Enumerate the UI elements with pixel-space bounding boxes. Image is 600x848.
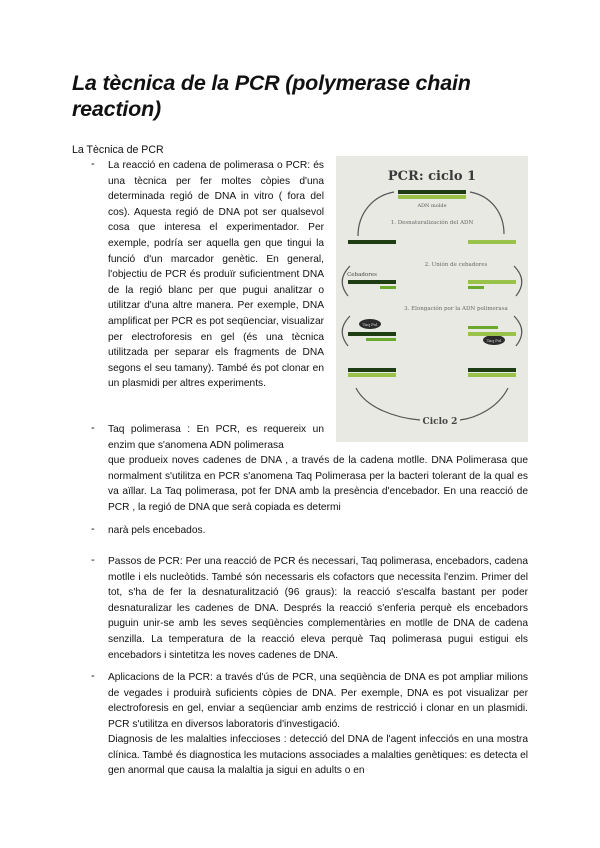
label-cebadores: Cebadores <box>347 272 377 278</box>
page-title: La tècnica de la PCR (polymerase chain reaction) <box>72 71 471 121</box>
label-step1: 1. Desnaturalización del ADN <box>390 220 474 226</box>
elongating-strand-right <box>468 332 516 336</box>
product-right-bottom <box>468 373 516 377</box>
label-ciclo2: Ciclo 2 <box>422 417 458 427</box>
cycle-arrow-right-mid2 <box>514 316 522 346</box>
bullet-marker: - <box>91 422 95 434</box>
pcr-cycle-figure <box>336 156 528 442</box>
primer-left <box>380 286 396 289</box>
section-subtitle: La Tècnica de PCR <box>72 144 164 156</box>
paragraph-aplicacions: Aplicacions de la PCR: a través d'ús de PCR, una seqüència de DNA es pot ampliar milions de vegades i produirà suficients còpies de DNA. Per exemple, DNA es pot visualizar per electroforesis en gel, enviar a seqüenciar amb enzims de restricció i clonar en un plasmidi. PCR s'utilitza en diversos laboratoris d'investigació. <box>108 672 528 730</box>
paragraph-pcr-definition: La reacció en cadena de polimerasa o PCR: és una tècnica per fer moltes còpies d'una determinada regió de DNA in vitro ( fora del cos). Aquesta regió de DNA pot ser qualsevol cosa que interesa el experimentador. Per exemple, podría ser aquella gen que tingui la funció d'un marcador genètic. En general, l'objectiu de PCR és produïr suficientment DNA de la regió blanc per que pugui analitzar o utilitzar d'una altre manera. Per exemple, DNA amplificat per PCR es pot seqüenciar, visualizar per electroforesis en gel (és una tècnica utilitzada per separar els fragments de DNA segons el seu tamany). També és pot clonar en un plasmidi per altres experiments. <box>108 160 324 390</box>
product-left-top <box>348 368 396 372</box>
bullet-marker: - <box>91 158 95 170</box>
template-strand-top <box>398 190 466 194</box>
new-strand-left <box>366 338 396 341</box>
label-adn-molde: ADN molde <box>417 203 447 209</box>
paragraph-taq-polimerasa-end: narà pels encebados. <box>108 525 206 536</box>
cycle-arrow-left-top <box>358 192 394 236</box>
label-taq-left: Taq Pol <box>362 322 378 327</box>
bullet-marker: - <box>91 523 95 535</box>
denatured-strand-left <box>348 240 396 244</box>
cycle-arrow-bottom-right <box>460 388 508 420</box>
product-left-bottom <box>348 373 396 377</box>
bullet-marker: - <box>91 670 95 682</box>
bullet-marker: - <box>91 554 95 566</box>
new-strand-right <box>468 326 498 329</box>
paragraph-taq-polimerasa: que produeix noves cadenes de DNA , a través de la cadena motlle. DNA Polimerasa que normalment s'utilitza en PCR s'anomena Taq Polimerasa per la bacteri tolerant de la qual es va aïllar. La Taq polimerasa, pot fer DNA amb la presència d'encebador. En una reacció de PCR , la regió de DNA que serà copiada es determi <box>108 455 528 513</box>
template-strand-bottom <box>398 195 466 199</box>
strand-with-primer-right <box>468 280 516 284</box>
paragraph-diagnosis: Diagnosis de les malalties infeccioses : detecció del DNA de l'agent infecciós en una mostra clínica. També és diagnostica les mutacions associades a malalties genètiques: es detecta el gen anormal que causa la malaltia ja sigui en adults o en <box>108 734 528 777</box>
label-step2: 2. Unión de cebadores <box>424 262 488 268</box>
product-right-top <box>468 368 516 372</box>
figure-title: PCR: ciclo 1 <box>387 169 477 184</box>
paragraph-taq-polimerasa-intro: Taq polimerasa : En PCR, es requereix un enzim que s'anomena ADN polimerasa <box>108 424 324 451</box>
strand-with-primer-left <box>348 280 396 284</box>
cycle-arrow-bottom-left <box>356 388 420 420</box>
label-step3: 3. Elongación por la ADN polimerasa <box>404 306 508 312</box>
label-taq-right: Taq Pol <box>486 338 502 343</box>
denatured-strand-right <box>468 240 516 244</box>
cycle-arrow-left-mid2 <box>342 316 350 346</box>
primer-right <box>468 286 484 289</box>
elongating-strand-left <box>348 332 396 336</box>
cycle-arrow-right-top <box>470 192 504 234</box>
paragraph-passos-pcr: Passos de PCR: Per una reacció de PCR és necessari, Taq polimerasa, encebadors, cadena motlle i els nucleòtids. També són necessaris els cofactors que necessita l'enzim. Primer del tot, s'ha de fer la desnaturalització (96 graus): la reacció s'escalfa bastant per poder desnaturalizar les cadenes de DNA. Després la reacció s'enferia perquè els encebadors puguin unir-se amb les seves seqüències complementàries en motlle de DNA de cadena senzilla. La temperatura de la reacció eleva perquè Taq polimerasa pugui estigui els encebadors i sintetitza les noves cadenes de DNA. <box>108 556 528 661</box>
